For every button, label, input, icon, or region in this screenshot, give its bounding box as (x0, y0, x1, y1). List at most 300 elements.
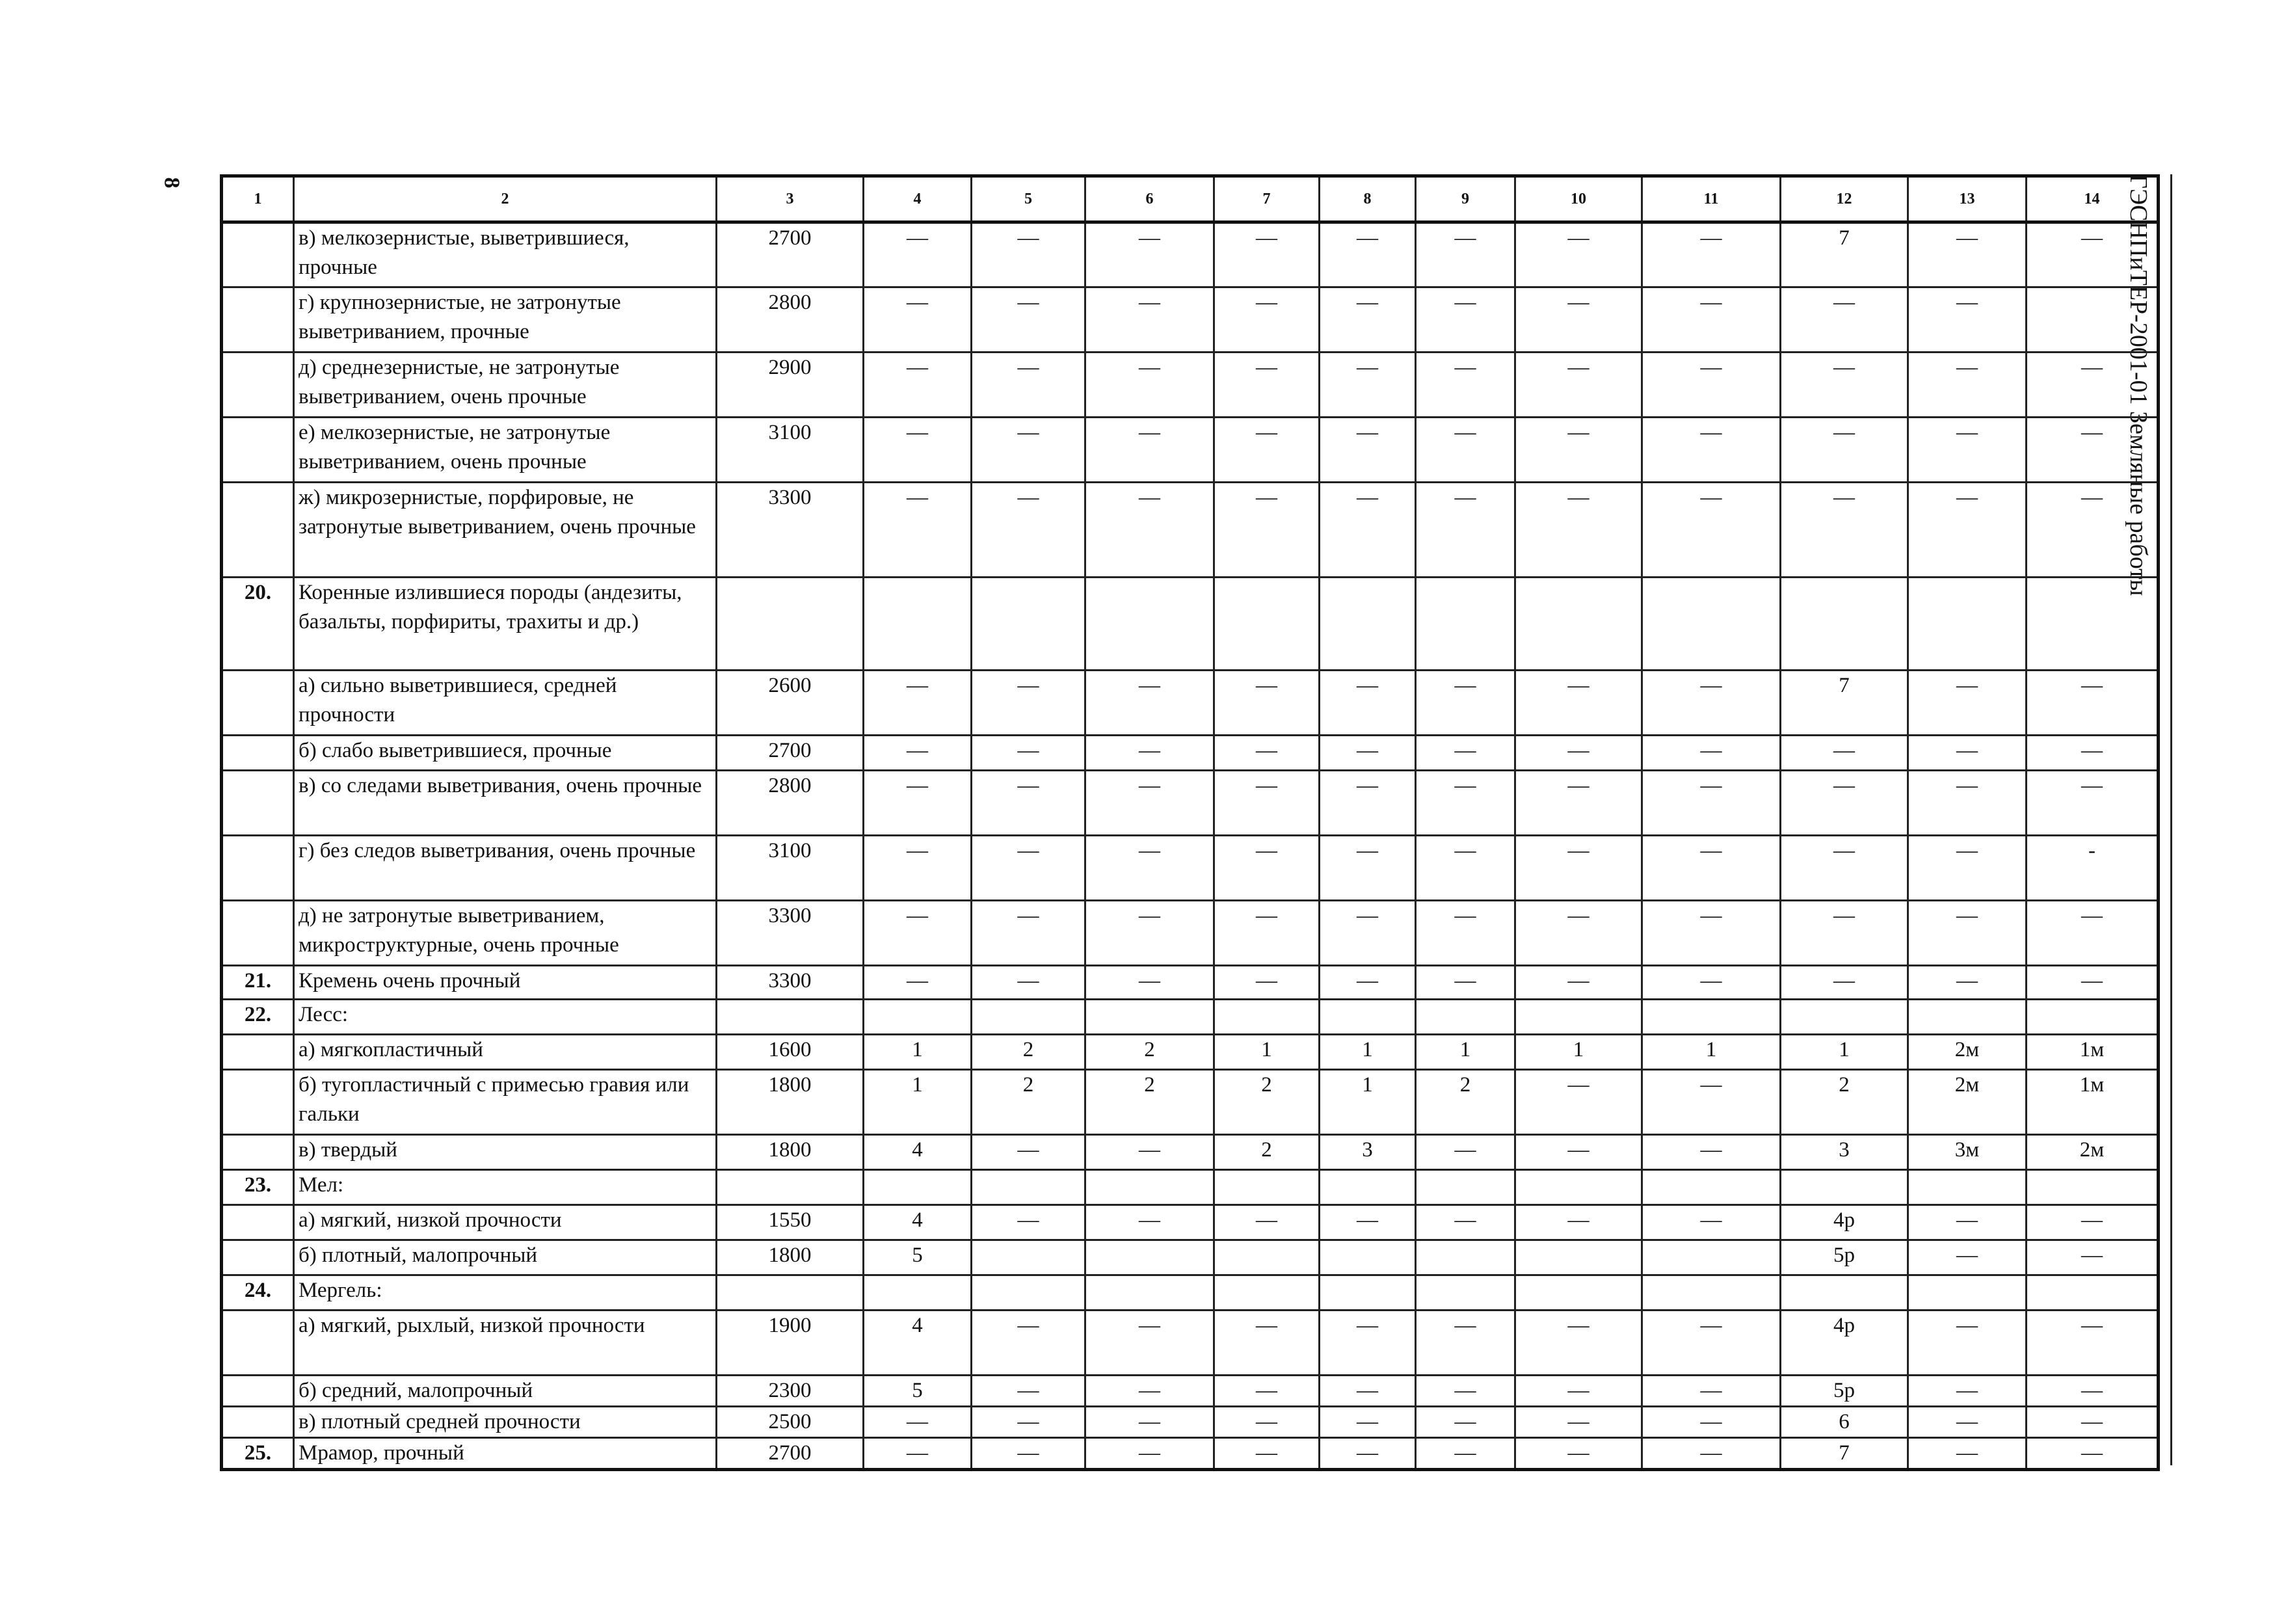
category-cell-col-12: 7 (1781, 222, 1908, 287)
category-cell-col-13: — (1908, 1376, 2027, 1407)
row-number (222, 418, 294, 483)
category-cell-col-4: — (864, 671, 972, 736)
category-cell-col-9: — (1416, 418, 1515, 483)
category-cell-col-5: — (972, 901, 1085, 966)
column-header-3: 3 (717, 176, 864, 222)
category-cell-col-5: — (972, 736, 1085, 771)
table-row (222, 483, 2159, 578)
category-cell-col-10: — (1515, 736, 1642, 771)
column-number-row (222, 176, 2159, 222)
table-row (222, 418, 2159, 483)
category-cell-col-4: — (864, 771, 972, 836)
category-cell-col-8: — (1320, 1376, 1416, 1407)
category-cell-col-12: 7 (1781, 1438, 1908, 1470)
density-value: 1600 (717, 1035, 864, 1070)
category-cell-col-9: — (1416, 736, 1515, 771)
category-cell-col-7 (1214, 1000, 1320, 1035)
category-cell-col-9 (1416, 1275, 1515, 1311)
category-cell-col-7: — (1214, 836, 1320, 901)
category-cell-col-14 (2027, 1275, 2159, 1311)
category-cell-col-7: — (1214, 771, 1320, 836)
category-cell-col-4: — (864, 736, 972, 771)
category-cell-col-12: 4р (1781, 1205, 1908, 1240)
category-cell-col-10: — (1515, 771, 1642, 836)
category-cell-col-12: — (1781, 771, 1908, 836)
category-cell-col-8: — (1320, 287, 1416, 353)
category-cell-col-13: — (1908, 671, 2027, 736)
row-number (222, 671, 294, 736)
category-cell-col-12: — (1781, 418, 1908, 483)
row-number (222, 901, 294, 966)
category-cell-col-5: — (972, 1205, 1085, 1240)
soil-description: в) со следами выветривания, очень прочные (294, 771, 717, 836)
row-number (222, 483, 294, 578)
category-cell-col-12 (1781, 1000, 1908, 1035)
soil-description: Коренные излившиеся породы (андезиты, базальты, порфириты, трахиты и др.) (294, 578, 717, 671)
category-cell-col-13: — (1908, 901, 2027, 966)
category-cell-col-9: — (1416, 1407, 1515, 1438)
density-value: 1800 (717, 1135, 864, 1170)
soil-description: Мел: (294, 1170, 717, 1205)
category-cell-col-5 (972, 1240, 1085, 1275)
category-cell-col-4: — (864, 287, 972, 353)
column-header-7: 7 (1214, 176, 1320, 222)
table-row (222, 1376, 2159, 1407)
category-cell-col-7 (1214, 1275, 1320, 1311)
category-cell-col-6: — (1085, 353, 1214, 418)
category-cell-col-6: 2 (1085, 1035, 1214, 1070)
category-cell-col-14: 1м (2027, 1035, 2159, 1070)
category-cell-col-12: 1 (1781, 1035, 1908, 1070)
category-cell-col-13: — (1908, 287, 2027, 353)
soil-description: Мрамор, прочный (294, 1438, 717, 1470)
category-cell-col-4: 4 (864, 1135, 972, 1170)
soil-description: б) слабо выветрившиеся, прочные (294, 736, 717, 771)
category-cell-col-7: — (1214, 1407, 1320, 1438)
category-cell-col-9: — (1416, 836, 1515, 901)
category-cell-col-10 (1515, 1170, 1642, 1205)
table-row (222, 1407, 2159, 1438)
category-cell-col-12: — (1781, 901, 1908, 966)
category-cell-col-13: 3м (1908, 1135, 2027, 1170)
category-cell-col-11: — (1642, 966, 1781, 1000)
category-cell-col-14: — (2027, 671, 2159, 736)
category-cell-col-13: — (1908, 836, 2027, 901)
row-number (222, 1135, 294, 1170)
category-cell-col-10 (1515, 1240, 1642, 1275)
category-cell-col-8: — (1320, 1205, 1416, 1240)
density-value (717, 578, 864, 671)
category-cell-col-13: — (1908, 1205, 2027, 1240)
row-number (222, 1311, 294, 1376)
category-cell-col-13 (1908, 578, 2027, 671)
category-cell-col-4: — (864, 418, 972, 483)
density-value: 3300 (717, 483, 864, 578)
category-cell-col-14: — (2027, 1376, 2159, 1407)
table-row (222, 1070, 2159, 1135)
category-cell-col-14: — (2027, 483, 2159, 578)
category-cell-col-11: — (1642, 1407, 1781, 1438)
category-cell-col-9: — (1416, 1205, 1515, 1240)
category-cell-col-10: — (1515, 1438, 1642, 1470)
row-number: 22. (222, 1000, 294, 1035)
category-cell-col-9: — (1416, 901, 1515, 966)
row-number: 25. (222, 1438, 294, 1470)
category-cell-col-13: — (1908, 1240, 2027, 1275)
category-cell-col-4: 5 (864, 1376, 972, 1407)
category-cell-col-4: — (864, 901, 972, 966)
category-cell-col-11: — (1642, 1205, 1781, 1240)
page-number: 8 (159, 177, 184, 189)
category-cell-col-4: — (864, 1438, 972, 1470)
row-number (222, 736, 294, 771)
table-row (222, 353, 2159, 418)
row-number (222, 1205, 294, 1240)
table-row (222, 1438, 2159, 1470)
category-cell-col-11: — (1642, 1311, 1781, 1376)
category-cell-col-13 (1908, 1170, 2027, 1205)
column-header-6: 6 (1085, 176, 1214, 222)
category-cell-col-10: — (1515, 901, 1642, 966)
density-value: 3300 (717, 966, 864, 1000)
category-cell-col-8 (1320, 1000, 1416, 1035)
soil-description: Лесс: (294, 1000, 717, 1035)
category-cell-col-14: - (2027, 836, 2159, 901)
category-cell-col-6: — (1085, 671, 1214, 736)
category-cell-col-10 (1515, 578, 1642, 671)
category-cell-col-12 (1781, 1275, 1908, 1311)
table-row (222, 1240, 2159, 1275)
category-cell-col-13: — (1908, 966, 2027, 1000)
category-cell-col-4: 4 (864, 1205, 972, 1240)
column-header-10: 10 (1515, 176, 1642, 222)
table-row (222, 966, 2159, 1000)
category-cell-col-4: — (864, 483, 972, 578)
category-cell-col-5: 2 (972, 1035, 1085, 1070)
category-cell-col-14: — (2027, 418, 2159, 483)
category-cell-col-10: — (1515, 222, 1642, 287)
category-cell-col-7: 2 (1214, 1135, 1320, 1170)
density-value: 3300 (717, 901, 864, 966)
category-cell-col-14: — (2027, 353, 2159, 418)
category-cell-col-11: — (1642, 671, 1781, 736)
category-cell-col-10: — (1515, 287, 1642, 353)
category-cell-col-7: — (1214, 1376, 1320, 1407)
category-cell-col-6 (1085, 578, 1214, 671)
category-cell-col-9 (1416, 1240, 1515, 1275)
table-row (222, 1035, 2159, 1070)
category-cell-col-8: — (1320, 1311, 1416, 1376)
category-cell-col-8 (1320, 1170, 1416, 1205)
category-cell-col-7: — (1214, 222, 1320, 287)
category-cell-col-8: — (1320, 222, 1416, 287)
category-cell-col-14: 1м (2027, 1070, 2159, 1135)
soil-description: д) среднезернистые, не затронутые выветриванием, очень прочные (294, 353, 717, 418)
row-number (222, 1035, 294, 1070)
category-cell-col-6 (1085, 1240, 1214, 1275)
category-cell-col-12: 2 (1781, 1070, 1908, 1135)
category-cell-col-11: — (1642, 287, 1781, 353)
category-cell-col-12: 5р (1781, 1376, 1908, 1407)
table-row (222, 836, 2159, 901)
column-header-1: 1 (222, 176, 294, 222)
table-row (222, 736, 2159, 771)
category-cell-col-9: — (1416, 287, 1515, 353)
soil-description: а) мягкий, рыхлый, низкой прочности (294, 1311, 717, 1376)
category-cell-col-4: 1 (864, 1035, 972, 1070)
category-cell-col-6: — (1085, 901, 1214, 966)
category-cell-col-6: — (1085, 222, 1214, 287)
category-cell-col-10: — (1515, 1135, 1642, 1170)
category-cell-col-7: — (1214, 1438, 1320, 1470)
category-cell-col-10: — (1515, 483, 1642, 578)
category-cell-col-6: — (1085, 418, 1214, 483)
row-number: 23. (222, 1170, 294, 1205)
category-cell-col-10: — (1515, 836, 1642, 901)
category-cell-col-8: — (1320, 901, 1416, 966)
category-cell-col-13 (1908, 1000, 2027, 1035)
category-cell-col-8: 3 (1320, 1135, 1416, 1170)
soil-description: а) сильно выветрившиеся, средней прочности (294, 671, 717, 736)
category-cell-col-14: — (2027, 966, 2159, 1000)
soil-description: Кремень очень прочный (294, 966, 717, 1000)
category-cell-col-14: — (2027, 1205, 2159, 1240)
density-value: 3100 (717, 836, 864, 901)
category-cell-col-13: — (1908, 483, 2027, 578)
category-cell-col-7: — (1214, 901, 1320, 966)
category-cell-col-4 (864, 1000, 972, 1035)
category-cell-col-9: — (1416, 1311, 1515, 1376)
row-number (222, 1407, 294, 1438)
category-cell-col-10: — (1515, 1070, 1642, 1135)
category-cell-col-4: — (864, 222, 972, 287)
category-cell-col-14: — (2027, 222, 2159, 287)
category-cell-col-9: 1 (1416, 1035, 1515, 1070)
density-value: 2700 (717, 1438, 864, 1470)
category-cell-col-10: — (1515, 966, 1642, 1000)
category-cell-col-6: 2 (1085, 1070, 1214, 1135)
soil-description: г) крупнозернистые, не затронутые выветриванием, прочные (294, 287, 717, 353)
category-cell-col-5 (972, 578, 1085, 671)
category-cell-col-6: — (1085, 771, 1214, 836)
row-number (222, 353, 294, 418)
category-cell-col-10: — (1515, 671, 1642, 736)
category-cell-col-12 (1781, 1170, 1908, 1205)
category-cell-col-12: — (1781, 353, 1908, 418)
category-cell-col-8: — (1320, 353, 1416, 418)
density-value (717, 1000, 864, 1035)
category-cell-col-12: 7 (1781, 671, 1908, 736)
category-cell-col-10: — (1515, 1205, 1642, 1240)
category-cell-col-8: — (1320, 836, 1416, 901)
category-cell-col-6 (1085, 1275, 1214, 1311)
density-value: 1900 (717, 1311, 864, 1376)
category-cell-col-11: — (1642, 771, 1781, 836)
category-cell-col-14: — (2027, 901, 2159, 966)
category-cell-col-12: 6 (1781, 1407, 1908, 1438)
category-cell-col-13: — (1908, 418, 2027, 483)
category-cell-col-13: 2м (1908, 1035, 2027, 1070)
density-value: 2500 (717, 1407, 864, 1438)
category-cell-col-8: — (1320, 671, 1416, 736)
row-number (222, 1376, 294, 1407)
category-cell-col-7: — (1214, 1205, 1320, 1240)
category-cell-col-4 (864, 1170, 972, 1205)
category-cell-col-6: — (1085, 1376, 1214, 1407)
row-number: 21. (222, 966, 294, 1000)
column-header-5: 5 (972, 176, 1085, 222)
category-cell-col-13: 2м (1908, 1070, 2027, 1135)
category-cell-col-11: — (1642, 1438, 1781, 1470)
category-cell-col-11: — (1642, 353, 1781, 418)
table-row (222, 1135, 2159, 1170)
table-row (222, 1170, 2159, 1205)
category-cell-col-7: 2 (1214, 1070, 1320, 1135)
category-cell-col-4: — (864, 966, 972, 1000)
category-cell-col-11: — (1642, 1376, 1781, 1407)
density-value: 2900 (717, 353, 864, 418)
category-cell-col-6: — (1085, 736, 1214, 771)
category-cell-col-5: — (972, 1376, 1085, 1407)
category-cell-col-11: — (1642, 736, 1781, 771)
soil-description: д) не затронутые выветриванием, микроструктурные, очень прочные (294, 901, 717, 966)
category-cell-col-10: — (1515, 1376, 1642, 1407)
category-cell-col-10: — (1515, 353, 1642, 418)
category-cell-col-4: — (864, 836, 972, 901)
category-cell-col-14: — (2027, 736, 2159, 771)
category-cell-col-6: — (1085, 1438, 1214, 1470)
category-cell-col-8: — (1320, 771, 1416, 836)
category-cell-col-11: — (1642, 418, 1781, 483)
category-cell-col-4: — (864, 1407, 972, 1438)
table-row (222, 287, 2159, 353)
table-row (222, 1311, 2159, 1376)
category-cell-col-10 (1515, 1000, 1642, 1035)
category-cell-col-14: — (2027, 1438, 2159, 1470)
category-cell-col-5: 2 (972, 1070, 1085, 1135)
category-cell-col-12: 5р (1781, 1240, 1908, 1275)
category-cell-col-4 (864, 1275, 972, 1311)
category-cell-col-7: — (1214, 736, 1320, 771)
category-cell-col-14: — (2027, 1407, 2159, 1438)
category-cell-col-7: — (1214, 671, 1320, 736)
category-cell-col-4: 5 (864, 1240, 972, 1275)
category-cell-col-7: — (1214, 287, 1320, 353)
soil-description: Мергель: (294, 1275, 717, 1311)
category-cell-col-9 (1416, 578, 1515, 671)
category-cell-col-5 (972, 1000, 1085, 1035)
category-cell-col-12: — (1781, 836, 1908, 901)
category-cell-col-12: — (1781, 966, 1908, 1000)
category-cell-col-7: — (1214, 483, 1320, 578)
density-value: 2300 (717, 1376, 864, 1407)
category-cell-col-5 (972, 1170, 1085, 1205)
category-cell-col-4 (864, 578, 972, 671)
category-cell-col-6: — (1085, 1311, 1214, 1376)
category-cell-col-5: — (972, 1135, 1085, 1170)
table-row (222, 771, 2159, 836)
category-cell-col-9: — (1416, 222, 1515, 287)
density-value: 2800 (717, 771, 864, 836)
category-cell-col-8 (1320, 1240, 1416, 1275)
category-cell-col-13: — (1908, 1438, 2027, 1470)
category-cell-col-6: — (1085, 1135, 1214, 1170)
soil-description: б) средний, малопрочный (294, 1376, 717, 1407)
header-rule (2170, 174, 2172, 1465)
category-cell-col-5: — (972, 1407, 1085, 1438)
density-value: 1550 (717, 1205, 864, 1240)
category-cell-col-7 (1214, 578, 1320, 671)
column-header-4: 4 (864, 176, 972, 222)
column-header-9: 9 (1416, 176, 1515, 222)
category-cell-col-14: 2м (2027, 1135, 2159, 1170)
row-number (222, 222, 294, 287)
category-cell-col-11 (1642, 1000, 1781, 1035)
category-cell-col-11 (1642, 1240, 1781, 1275)
category-cell-col-5: — (972, 353, 1085, 418)
category-cell-col-11: — (1642, 836, 1781, 901)
row-number (222, 771, 294, 836)
category-cell-col-5 (972, 1275, 1085, 1311)
category-cell-col-11: — (1642, 483, 1781, 578)
category-cell-col-5: — (972, 287, 1085, 353)
category-cell-col-12: — (1781, 287, 1908, 353)
category-cell-col-8 (1320, 578, 1416, 671)
soil-description: е) мелкозернистые, не затронутые выветриванием, очень прочные (294, 418, 717, 483)
category-cell-col-6: — (1085, 836, 1214, 901)
soil-description: б) плотный, малопрочный (294, 1240, 717, 1275)
category-cell-col-13: — (1908, 1311, 2027, 1376)
soil-description: в) мелкозернистые, выветрившиеся, прочные (294, 222, 717, 287)
category-cell-col-9: — (1416, 1376, 1515, 1407)
table-row (222, 578, 2159, 671)
category-cell-col-5: — (972, 222, 1085, 287)
category-cell-col-7 (1214, 1240, 1320, 1275)
category-cell-col-12 (1781, 578, 1908, 671)
soil-description: а) мягкопластичный (294, 1035, 717, 1070)
category-cell-col-9: — (1416, 966, 1515, 1000)
category-cell-col-9: — (1416, 483, 1515, 578)
category-cell-col-13 (1908, 1275, 2027, 1311)
density-value (717, 1275, 864, 1311)
row-number: 24. (222, 1275, 294, 1311)
category-cell-col-11 (1642, 1275, 1781, 1311)
column-header-12: 12 (1781, 176, 1908, 222)
category-cell-col-9: — (1416, 771, 1515, 836)
category-cell-col-12: — (1781, 736, 1908, 771)
category-cell-col-11: 1 (1642, 1035, 1781, 1070)
rock-category-table (220, 174, 2160, 1471)
soil-description: ж) микрозернистые, порфировые, не затронутые выветриванием, очень прочные (294, 483, 717, 578)
category-cell-col-7 (1214, 1170, 1320, 1205)
density-value: 1800 (717, 1240, 864, 1275)
category-cell-col-8: 1 (1320, 1070, 1416, 1135)
table-row (222, 1205, 2159, 1240)
density-value: 2600 (717, 671, 864, 736)
category-cell-col-14: — (2027, 1311, 2159, 1376)
category-cell-col-6: — (1085, 966, 1214, 1000)
category-cell-col-8: 1 (1320, 1035, 1416, 1070)
category-cell-col-6 (1085, 1170, 1214, 1205)
category-cell-col-8: — (1320, 966, 1416, 1000)
category-cell-col-9: 2 (1416, 1070, 1515, 1135)
category-cell-col-11: — (1642, 222, 1781, 287)
category-cell-col-9: — (1416, 671, 1515, 736)
category-cell-col-14 (2027, 287, 2159, 353)
category-cell-col-6: — (1085, 1205, 1214, 1240)
row-number (222, 1070, 294, 1135)
category-cell-col-5: — (972, 671, 1085, 736)
